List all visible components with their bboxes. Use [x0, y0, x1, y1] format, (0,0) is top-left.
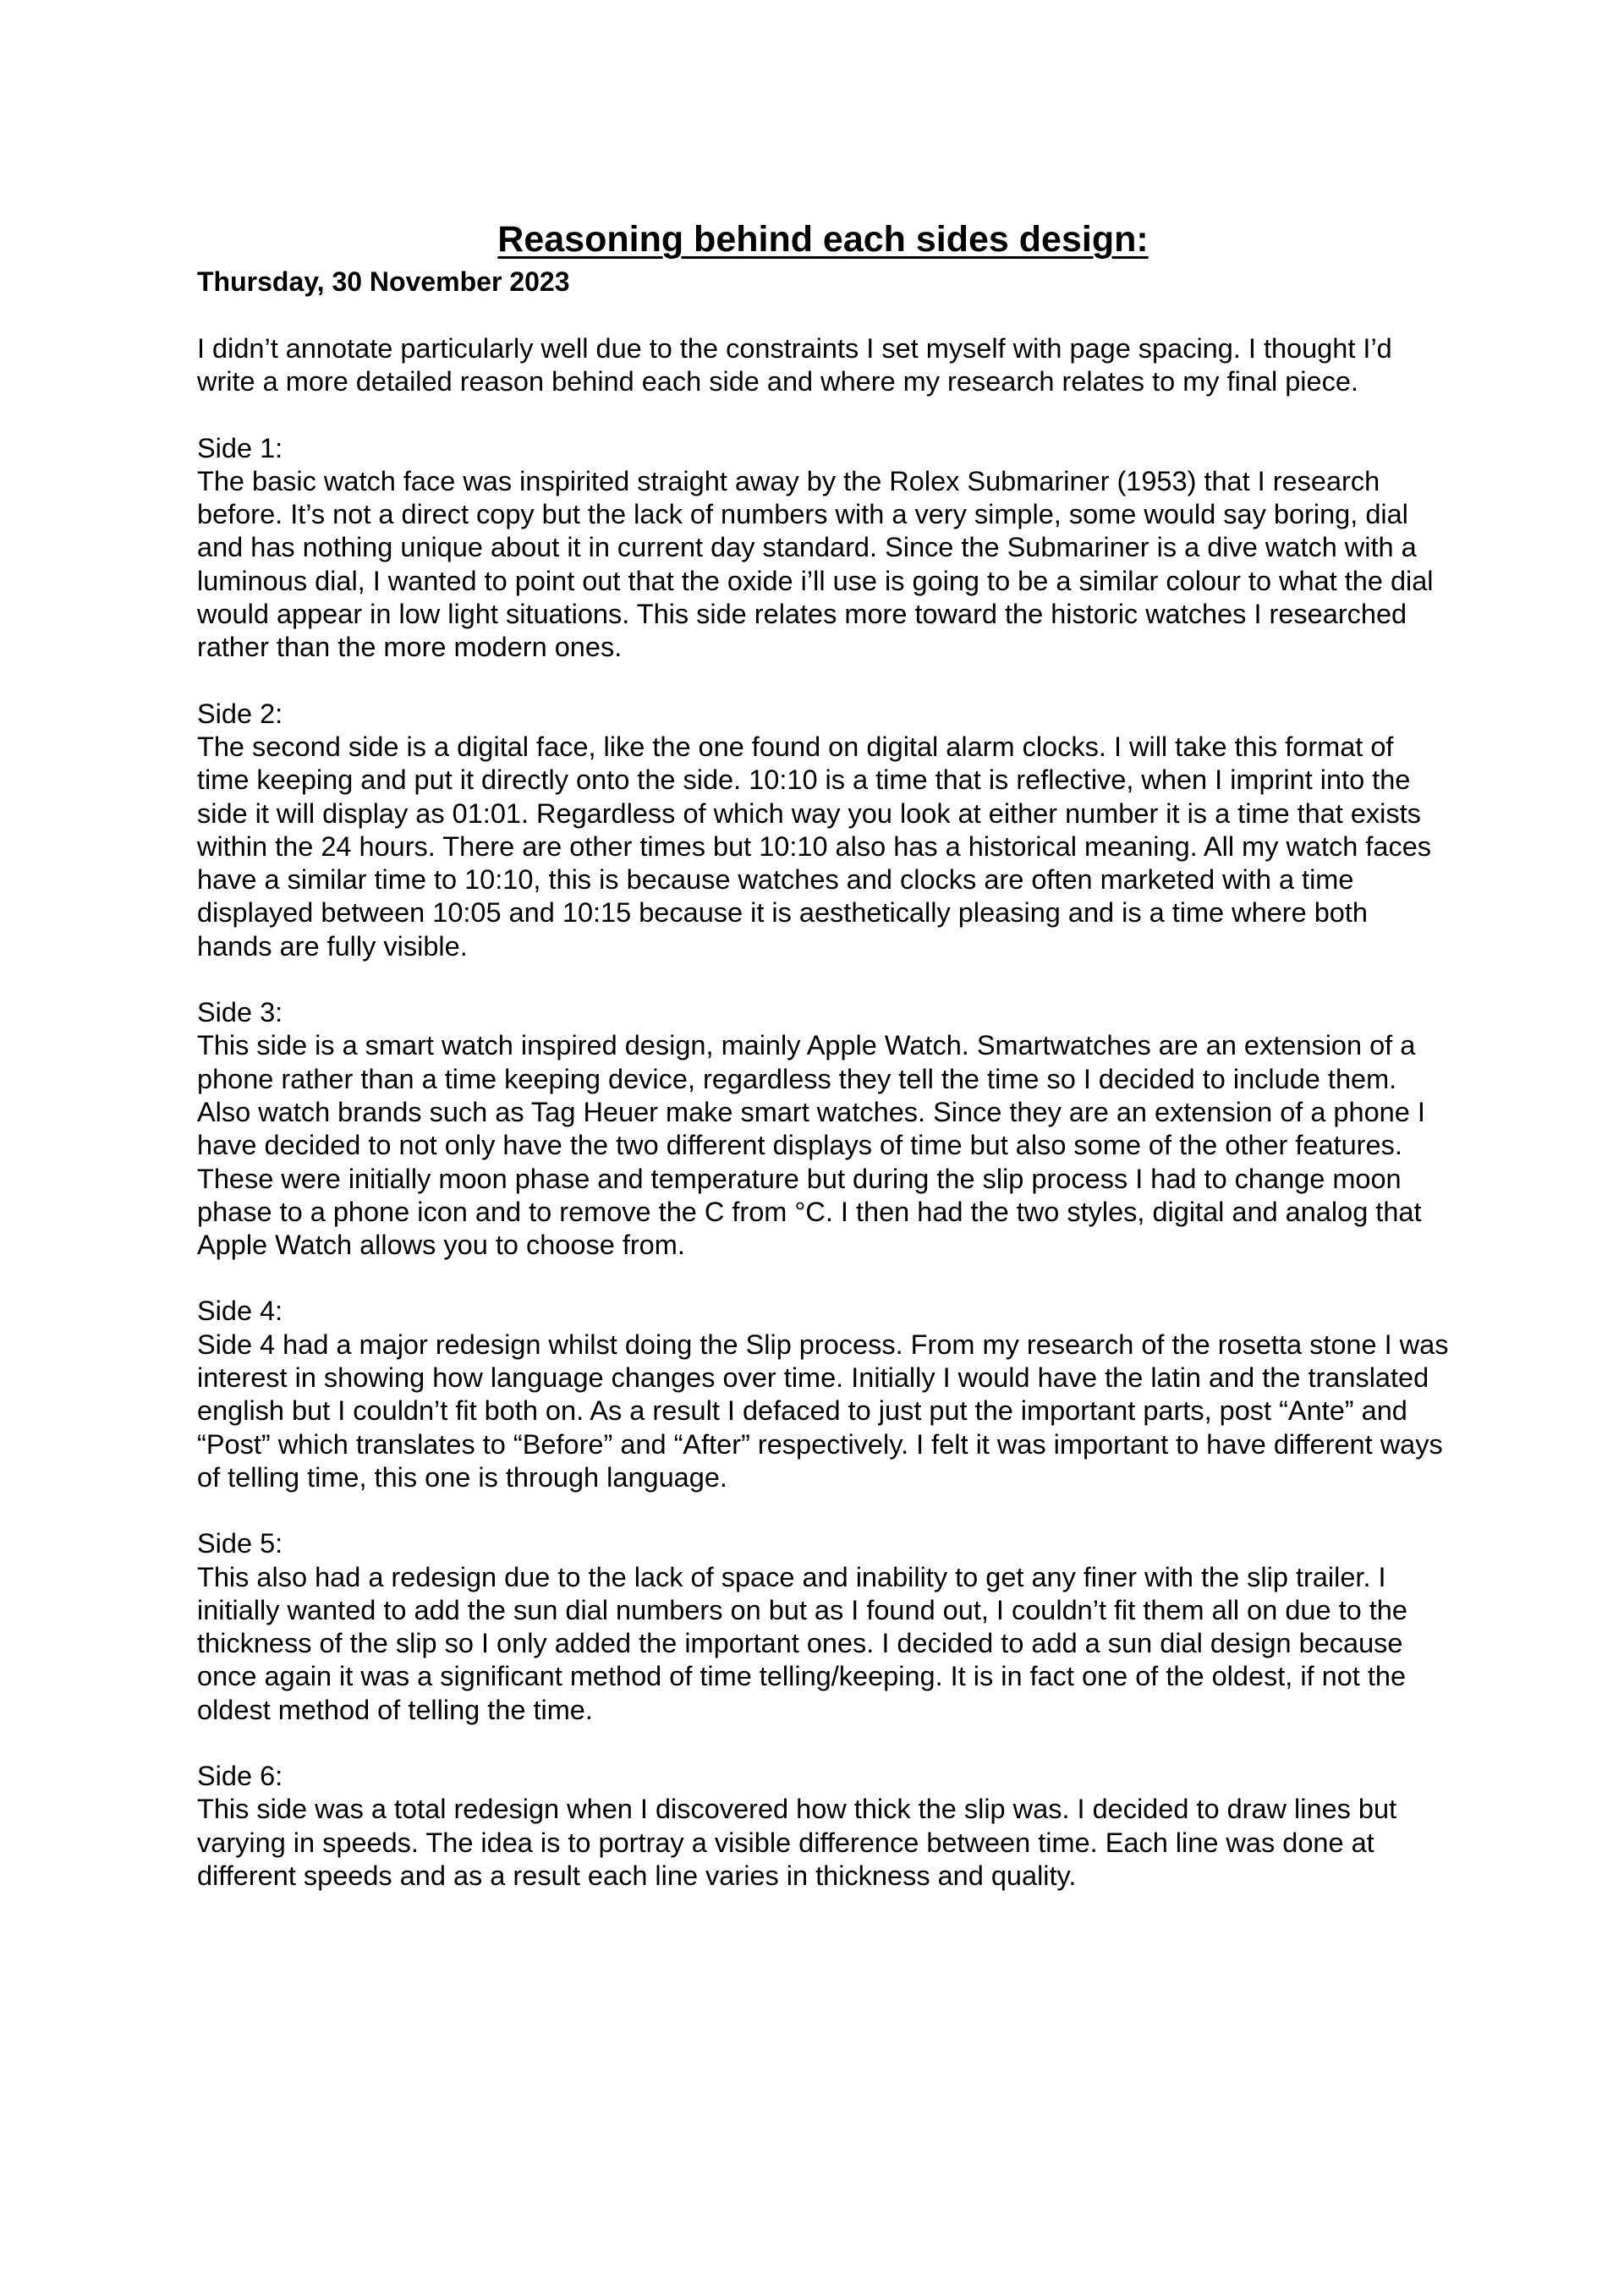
- section-heading: Side 4:: [197, 1296, 283, 1327]
- section-heading: Side 6:: [197, 1760, 283, 1791]
- section-side-6: [197, 1760, 1449, 1893]
- section-body: The second side is a digital face, like the one found on digital alarm clocks. I will take this format of time keeping and put it directly onto the side. 10:10 is a time that is reflective, when I imprint into the side it will display as 01:01. Regardless of which way you look at either number it is a time that exists within the 24 hours. There are other times but 10:10 also has a historical meaning. All my watch faces have a similar time to 10:10, this is because watches and clocks are often marketed with a time displayed between 10:05 and 10:15 because it is aesthetically pleasing and is a time where both hands are fully visible.: [197, 731, 1432, 962]
- section-body: Side 4 had a major redesign whilst doing the Slip process. From my research of the rosetta stone I was interest in showing how language changes over time. Initially I would have the latin and the translated english but I couldn’t fit both on. As a result I defaced to just put the important parts, post “Ante” and “Post” which translates to “Before” and “After” respectively. I felt it was important to have different ways of telling time, this one is through language.: [197, 1329, 1449, 1493]
- document-date: Thursday, 30 November 2023: [197, 266, 570, 297]
- section-side-5: [197, 1527, 1449, 1727]
- document-title: Reasoning behind each sides design:: [497, 219, 1149, 260]
- section-body: The basic watch face was inspirited straight away by the Rolex Submariner (1953) that I research before. It’s not a direct copy but the lack of numbers with a very simple, some would say boring, dial and has nothing unique about it in current day standard. Since the Submariner is a dive watch with a luminous dial, I wanted to point out that the oxide i’ll use is going to be a similar colour to what the dial would appear in low light situations. This side relates more toward the historic watches I researched rather than the more modern ones.: [197, 465, 1434, 663]
- section-body: This side is a smart watch inspired design, mainly Apple Watch. Smartwatches are an extension of a phone rather than a time keeping device, regardless they tell the time so I decided to include them. Also watch brands such as Tag Heuer make smart watches. Since they are an extension of a phone I have decided to not only have the two different displays of time but also some of the other features. These were initially moon phase and temperature but during the slip process I had to change moon phase to a phone icon and to remove the C from °C. I then had the two styles, digital and analog that Apple Watch allows you to choose from.: [197, 1030, 1425, 1261]
- section-side-1: [197, 432, 1449, 665]
- section-side-4: [197, 1295, 1449, 1494]
- section-body: This also had a redesign due to the lack of space and inability to get any finer with the slip trailer. I initially wanted to add the sun dial numbers on but as I found out, I couldn’t fit them all on due to the thickness of the slip so I only added the important ones. I decided to add a sun dial design because once again it was a significant method of time telling/keeping. It is in fact one of the oldest, if not the oldest method of telling the time.: [197, 1561, 1407, 1725]
- section-heading: Side 2:: [197, 698, 283, 729]
- document-content: [197, 216, 1449, 1926]
- section-side-3: [197, 996, 1449, 1262]
- section-heading: Side 5:: [197, 1528, 283, 1559]
- section-heading: Side 3:: [197, 997, 283, 1028]
- section-heading: Side 1:: [197, 432, 283, 463]
- section-side-2: [197, 698, 1449, 963]
- intro-paragraph: I didn’t annotate particularly well due to the constraints I set myself with page spacing. I thought I’d write a more detailed reason behind each side and where my research relates to my final piece.: [197, 333, 1392, 397]
- section-body: This side was a total redesign when I discovered how thick the slip was. I decided to draw lines but varying in speeds. The idea is to portray a visible difference between time. Each line was done at different speeds and as a result each line varies in thickness and quality.: [197, 1794, 1397, 1891]
